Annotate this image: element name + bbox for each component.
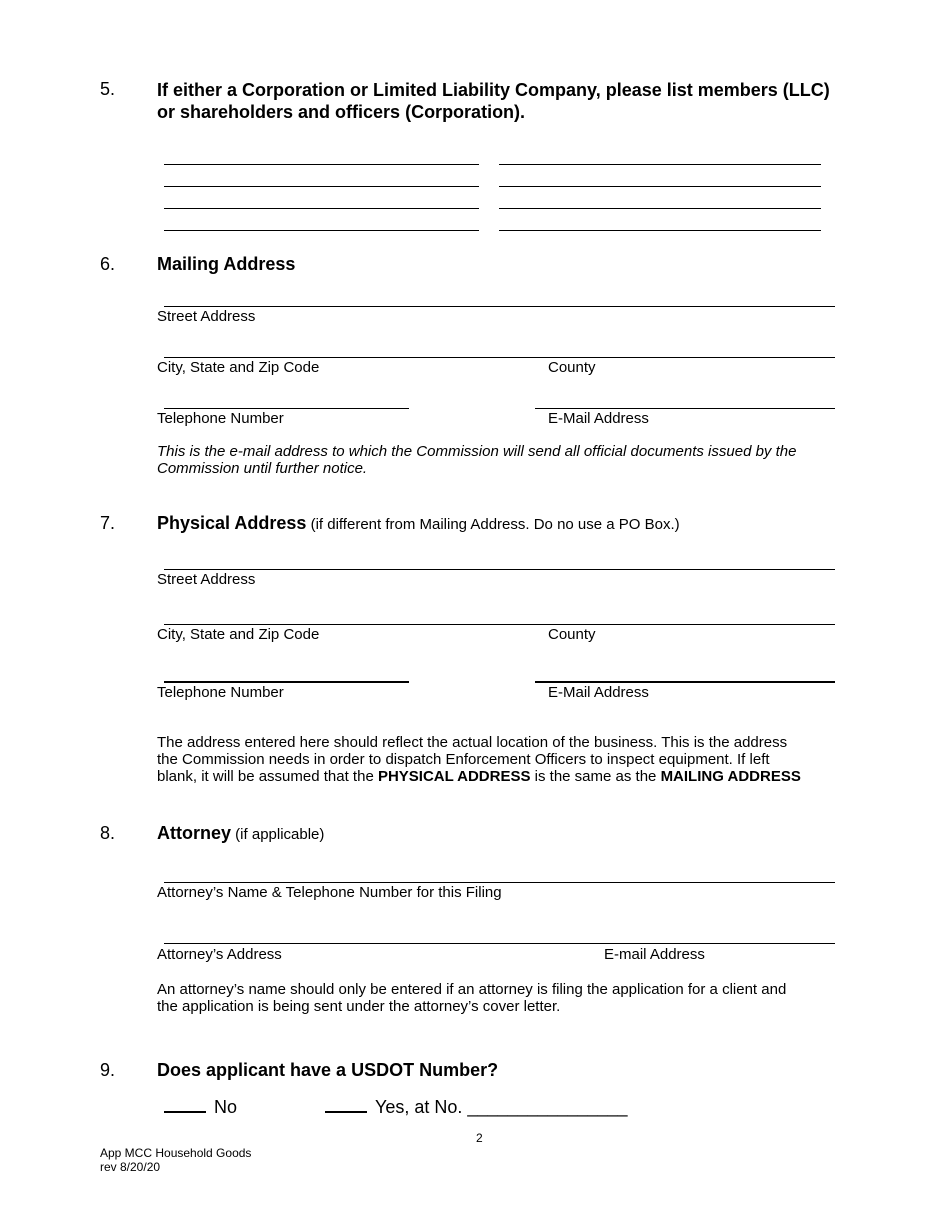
attorney-note-line-1: An attorney’s name should only be entered if an attorney is filing the application for a client and [157, 981, 787, 998]
physical-phone-field[interactable] [164, 681, 409, 683]
section-5-title-line-1: If either a Corporation or Limited Liability Company, please list members (LLC) [157, 80, 830, 100]
physical-email-label: E-Mail Address [548, 684, 649, 701]
section-9-number: 9. [100, 1060, 116, 1080]
usdot-no-label: No [214, 1097, 238, 1117]
member-line-1a[interactable] [164, 164, 479, 165]
physical-note-line-3 [157, 768, 817, 785]
physical-street-label: Street Address [157, 571, 256, 588]
mailing-city-county-field[interactable] [164, 357, 835, 358]
physical-city-county-field[interactable] [164, 624, 835, 625]
section-7-title-text: Physical Address [157, 513, 307, 533]
member-line-3a[interactable] [164, 208, 479, 209]
section-7-number: 7. [100, 513, 116, 533]
mailing-email-note-line-1: This is the e-mail address to which the Commission will send all official documents issued by the [157, 443, 797, 460]
attorney-address-email-field[interactable] [164, 943, 835, 944]
mailing-email-field[interactable] [535, 408, 835, 409]
section-8-subtitle: (if applicable) [231, 826, 325, 843]
attorney-name-phone-label: Attorney’s Name & Telephone Number for this Filing [157, 884, 502, 901]
attorney-note [157, 981, 817, 1015]
section-8-number: 8. [100, 823, 116, 843]
usdot-yes-blank[interactable] [325, 1095, 367, 1113]
section-5-title-line-2: or shareholders and officers (Corporation). [157, 102, 526, 122]
physical-address-note [157, 734, 817, 785]
member-line-3b[interactable] [499, 208, 821, 209]
footer-form-id [100, 1146, 251, 1174]
mailing-email-note-line-2: Commission until further notice. [157, 460, 368, 477]
physical-note-line-3-a: blank, it will be assumed that the [157, 768, 378, 785]
footer-form-name: App MCC Household Goods [100, 1146, 252, 1160]
usdot-yes-option[interactable] [325, 1095, 628, 1118]
mailing-street-field[interactable] [164, 306, 835, 307]
section-8-title-text: Attorney [157, 823, 232, 843]
usdot-yes-label: Yes, at No. ________________ [375, 1097, 628, 1117]
section-7-title [157, 513, 680, 534]
mailing-email-label: E-Mail Address [548, 410, 649, 427]
page-number: 2 [476, 1131, 483, 1145]
mailing-phone-label: Telephone Number [157, 410, 284, 427]
physical-note-line-3-b: PHYSICAL ADDRESS [377, 768, 531, 785]
physical-note-line-1: The address entered here should reflect the actual location of the business. This is the address [157, 734, 788, 751]
section-5-number: 5. [100, 79, 116, 99]
section-6-number: 6. [100, 254, 116, 274]
member-line-4b[interactable] [499, 230, 821, 231]
section-9-title: Does applicant have a USDOT Number? [157, 1060, 499, 1080]
attorney-note-line-2: the application is being sent under the attorney’s cover letter. [157, 998, 561, 1015]
physical-note-line-3-c: is the same as the [530, 768, 661, 785]
physical-street-field[interactable] [164, 569, 835, 570]
section-6-title: Mailing Address [157, 254, 296, 274]
physical-county-label: County [548, 626, 596, 643]
footer-revision: rev 8/20/20 [100, 1160, 161, 1174]
mailing-phone-field[interactable] [164, 408, 409, 409]
attorney-name-phone-field[interactable] [164, 882, 835, 883]
attorney-address-label: Attorney’s Address [157, 946, 282, 963]
member-line-1b[interactable] [499, 164, 821, 165]
physical-note-line-3-d: MAILING ADDRESS [660, 768, 801, 785]
mailing-city-label: City, State and Zip Code [157, 359, 320, 376]
member-line-2a[interactable] [164, 186, 479, 187]
mailing-street-label: Street Address [157, 308, 256, 325]
section-7-subtitle: (if different from Mailing Address. Do no use a PO Box.) [306, 516, 680, 533]
physical-note-line-2: the Commission needs in order to dispatch Enforcement Officers to inspect equipment. If left [157, 751, 770, 768]
physical-phone-label: Telephone Number [157, 684, 284, 701]
member-line-2b[interactable] [499, 186, 821, 187]
physical-email-field[interactable] [535, 681, 835, 683]
usdot-no-option[interactable] [164, 1095, 237, 1118]
mailing-email-note [157, 443, 817, 477]
mailing-county-label: County [548, 359, 596, 376]
member-line-4a[interactable] [164, 230, 479, 231]
attorney-email-label: E-mail Address [604, 946, 705, 963]
section-8-title [157, 823, 324, 844]
section-5-title [157, 79, 830, 123]
usdot-no-blank[interactable] [164, 1095, 206, 1113]
physical-city-label: City, State and Zip Code [157, 626, 320, 643]
